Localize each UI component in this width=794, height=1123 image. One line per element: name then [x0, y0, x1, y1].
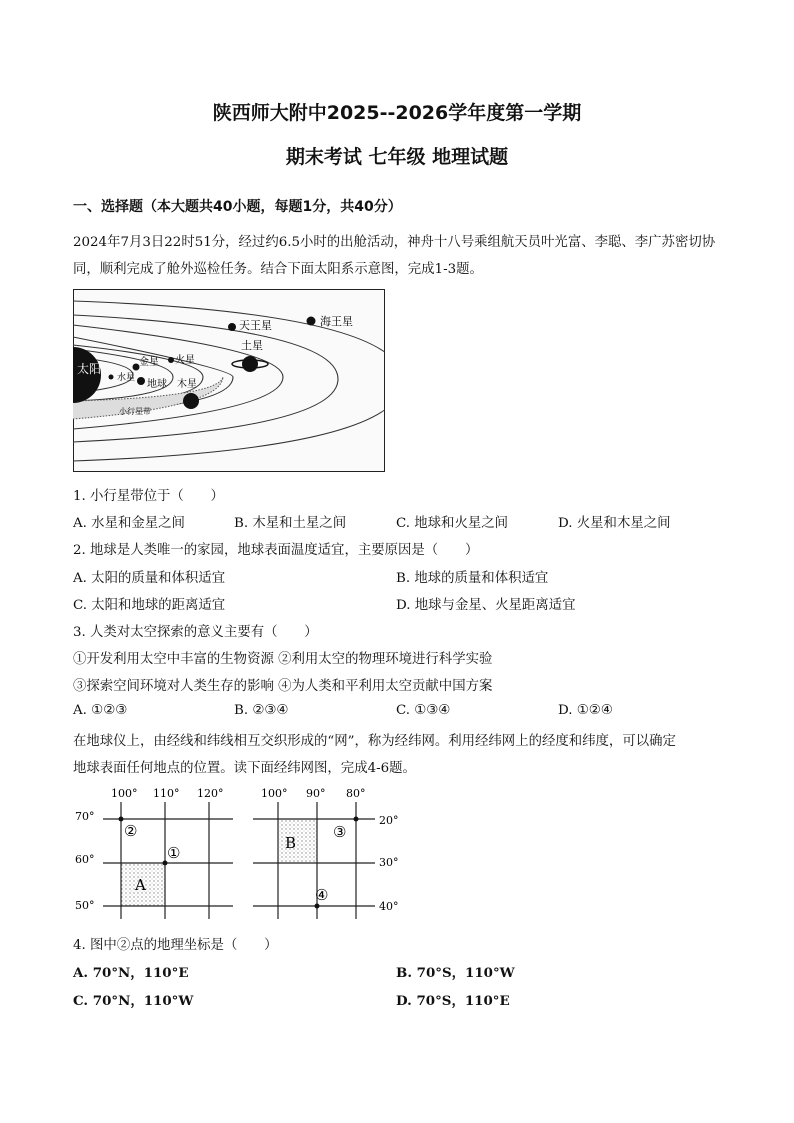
right-graticule: [253, 787, 399, 919]
q2-option-c[interactable]: C. 太阳和地球的距离适宜: [73, 598, 226, 613]
svg-text:90°: 90°: [306, 787, 326, 800]
svg-text:木星: 木星: [177, 379, 197, 390]
question-3-stem: 3. 人类对太空探索的意义主要有（ ）: [73, 625, 318, 640]
svg-text:40°: 40°: [379, 900, 399, 913]
svg-text:100°: 100°: [261, 787, 288, 800]
svg-text:天王星: 天王星: [239, 319, 272, 332]
exam-title-line2: 期末考试 七年级 地理试题: [285, 146, 509, 168]
svg-text:水星: 水星: [117, 373, 136, 383]
q1-option-a[interactable]: A. 水星和金星之间: [73, 516, 185, 531]
graticule-diagram: [73, 784, 413, 924]
svg-text:100°: 100°: [111, 787, 138, 800]
question-1-stem: 1. 小行星带位于（ ）: [73, 489, 224, 504]
point-1-label: ①: [167, 844, 181, 862]
q3-option-b[interactable]: B. ②③④: [234, 703, 289, 718]
svg-text:土星: 土星: [241, 339, 263, 352]
q1-option-d[interactable]: D. 火星和木星之间: [558, 516, 671, 531]
point-2-label: ②: [124, 822, 138, 840]
q3-option-a[interactable]: A. ①②③: [73, 703, 128, 718]
svg-text:火星: 火星: [175, 355, 195, 366]
svg-text:110°: 110°: [153, 787, 180, 800]
svg-text:海王星: 海王星: [320, 315, 353, 328]
exam-title-line1: 陕西师大附中2025--2026学年度第一学期: [212, 102, 582, 124]
svg-text:70°: 70°: [75, 810, 95, 823]
intro-paragraph-line: 2024年7月3日22时51分，经过约6.5小时的出舱活动，神舟十八号乘组航天员叶光富、李聪、李广苏密切协: [73, 235, 716, 250]
svg-text:金星: 金星: [139, 357, 159, 368]
point-3-label: ③: [333, 823, 347, 841]
q2-option-a[interactable]: A. 太阳的质量和体积适宜: [73, 571, 226, 586]
q2-option-b[interactable]: B. 地球的质量和体积适宜: [396, 571, 549, 586]
question-4-stem: 4. 图中②点的地理坐标是（ ）: [73, 938, 278, 953]
q2-option-d[interactable]: D. 地球与金星、火星距离适宜: [396, 598, 576, 613]
intro-paragraph-line: 在地球仪上，由经线和纬线相互交织形成的“网”，称为经纬网。利用经纬网上的经度和纬度，可以确定: [73, 734, 676, 749]
svg-text:80°: 80°: [346, 787, 366, 800]
point-4-label: ④: [315, 886, 329, 904]
intro-paragraph-line: 地球表面任何地点的位置。读下面经纬网图，完成4-6题。: [73, 761, 416, 776]
left-graticule: [75, 787, 233, 919]
q4-option-c[interactable]: C. 70°N，110°W: [73, 993, 194, 1009]
solar-system-diagram: [73, 289, 385, 472]
q4-option-d[interactable]: D. 70°S，110°E: [396, 993, 510, 1009]
svg-text:120°: 120°: [197, 787, 224, 800]
svg-text:地球: 地球: [147, 379, 167, 390]
q3-option-d[interactable]: D. ①②④: [558, 703, 613, 718]
area-b-label: B: [285, 834, 297, 852]
section-heading: 一、选择题（本大题共40小题，每题1分，共40分）: [73, 199, 402, 215]
sun-label: 太阳: [77, 362, 102, 376]
q3-statement-line: ③探索空间环境对人类生存的影响 ④为人类和平利用太空贡献中国方案: [73, 679, 493, 694]
svg-text:60°: 60°: [75, 853, 95, 866]
question-2-stem: 2. 地球是人类唯一的家园，地球表面温度适宜，主要原因是（ ）: [73, 543, 479, 558]
q1-option-b[interactable]: B. 木星和土星之间: [234, 516, 347, 531]
area-a-label: A: [135, 876, 146, 894]
svg-text:50°: 50°: [75, 899, 95, 912]
intro-paragraph-line: 同，顺利完成了舱外巡检任务。结合下面太阳系示意图，完成1-3题。: [73, 262, 483, 277]
q3-statement-line: ①开发利用太空中丰富的生物资源 ②利用太空的物理环境进行科学实验: [73, 652, 493, 667]
svg-text:20°: 20°: [379, 814, 399, 827]
svg-text:30°: 30°: [379, 856, 399, 869]
q3-option-c[interactable]: C. ①③④: [396, 703, 451, 718]
q4-option-b[interactable]: B. 70°S，110°W: [396, 965, 515, 981]
q4-option-a[interactable]: A. 70°N，110°E: [73, 965, 189, 981]
q1-option-c[interactable]: C. 地球和火星之间: [396, 516, 509, 531]
svg-text:小行星带: 小行星带: [119, 407, 151, 416]
